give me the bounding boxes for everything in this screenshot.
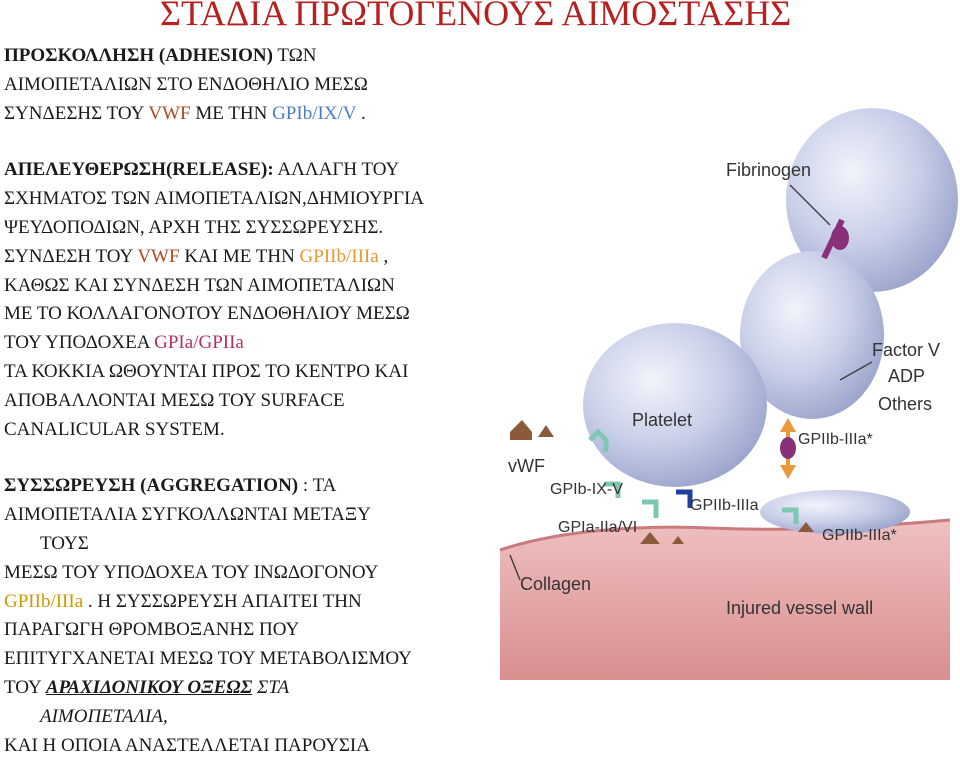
spacer xyxy=(4,128,474,156)
label-gpiib-iiia-star-bottom: GPIIb-IIIa* xyxy=(822,527,897,544)
vessel-wall xyxy=(500,520,950,680)
vwf-term: VWF xyxy=(148,102,191,124)
label-gpiib-iiia: GPIIb-IIIa xyxy=(690,497,759,514)
aggregation-line-9: ΑΙΜΟΠΕΤΑΛΙΑ, xyxy=(40,705,168,727)
release-line-7: ΤΟΥ ΥΠΟΔΟΧΕΑ GPIa/GPIIa xyxy=(4,332,244,354)
gpiib-iiia-term: GPIIb/IIIa xyxy=(299,245,379,267)
label-vwf: vWF xyxy=(508,456,545,476)
aggregation-line-5: GPIIb/IIIa . Η ΣΥΣΣΩΡΕΥΣΗ ΑΠΑΙΤΕΙ ΤΗΝ xyxy=(4,590,362,612)
aggregation-line-6: ΠΑΡΑΓΩΓΗ ΘΡΟΜΒΟΞΑΝΗΣ ΠΟΥ xyxy=(4,619,300,641)
aggregation-line-2: ΑΙΜΟΠΕΤΑΛΙΑ ΣΥΓΚΟΛΛΩΝΤΑΙ ΜΕΤΑΞΥ xyxy=(4,504,371,526)
release-line-8: ΤΑ ΚΟΚΚΙΑ ΩΘΟΥΝΤΑΙ ΠΡΟΣ ΤΟ ΚΕΝΤΡΟ ΚΑΙ xyxy=(4,360,409,382)
label-injured-vessel-wall: Injured vessel wall xyxy=(726,598,874,618)
vwf-marker xyxy=(510,420,532,432)
adhesion-line-3: ΣΥΝΔΕΣΗΣ ΤΟΥ VWF ΜΕ ΤΗΝ GPIb/IX/V . xyxy=(4,102,366,124)
gpib-term: GPIb/IX/V xyxy=(272,102,357,124)
gpiib-iiia-term: GPIIb/IIIa xyxy=(4,590,84,612)
release-line-5: ΚΑΘΩΣ ΚΑΙ ΣΥΝΔΕΣΗ ΤΩΝ ΑΙΜΟΠΕΤΑΛΙΩΝ xyxy=(4,274,395,296)
release-line-3: ΨΕΥΔΟΠΟΔΙΩΝ, ΑΡΧΗ ΤΗΣ ΣΥΣΣΩΡΕΥΣΗΣ. xyxy=(4,216,384,238)
aggregation-line-7: ΕΠΙΤΥΓΧΑΝΕΤΑΙ ΜΕΣΩ ΤΟΥ ΜΕΤΑΒΟΛΙΣΜΟΥ xyxy=(4,648,412,670)
release-line-9: ΑΠΟΒΑΛΛΟΝΤΑΙ ΜΕΣΩ ΤΟΥ SURFACE xyxy=(4,389,345,411)
vwf-term: VWF xyxy=(137,245,180,267)
aggregation-line-1: ΣΥΣΣΩΡΕΥΣΗ (AGGREGATION) : ΤΑ xyxy=(4,475,337,497)
label-adp: ADP xyxy=(888,366,926,386)
fibrinogen-molecule xyxy=(831,226,849,250)
gpia-gpiia-term: GPIa/GPIIa xyxy=(154,332,244,354)
spacer xyxy=(4,444,474,472)
platelet-adhesion-diagram xyxy=(480,80,960,680)
aggregation-line-4: ΜΕΣΩ ΤΟΥ ΥΠΟΔΟΧΕΑ ΤΟΥ ΙΝΩΔΟΓΟΝΟΥ xyxy=(4,561,379,583)
label-factor-v: Factor V xyxy=(872,340,941,360)
label-gpib-ix-v: GPIb-IX-V xyxy=(550,481,623,498)
receptor-blue xyxy=(676,492,690,508)
label-platelet: Platelet xyxy=(632,410,693,430)
vwf-marker-base xyxy=(510,432,532,440)
release-line-2: ΣΧΗΜΑΤΟΣ ΤΩΝ ΑΙΜΟΠΕΤΑΛΙΩΝ,ΔΗΜΙΟΥΡΓΙΑ xyxy=(4,188,425,210)
fibrinogen-molecule-2 xyxy=(780,437,796,459)
adhesion-heading: ΠΡΟΣΚΟΛΛΗΣΗ (ADHESION) xyxy=(4,45,273,66)
platelet-main xyxy=(583,323,767,487)
receptor-green xyxy=(642,502,656,518)
adhesion-line-2: ΑΙΜΟΠΕΤΑΛΙΩΝ ΣΤΟ ΕΝΔΟΘΗΛΙΟ ΜΕΣΩ xyxy=(4,73,368,95)
label-fibrinogen: Fibrinogen xyxy=(726,160,812,180)
aggregation-line-10: ΚΑΙ Η ΟΠΟΙΑ ΑΝΑΣΤΕΛΛΕΤΑΙ ΠΑΡΟΥΣΙΑ xyxy=(4,734,370,756)
arachidonic-acid-term: ΑΡΑΧΙΔΟΝΙΚΟΥ ΟΞΕΩΣ xyxy=(45,676,253,698)
aggregation-line-8: ΤΟΥ ΑΡΑΧΙΔΟΝΙΚΟΥ ΟΞΕΩΣ ΣΤΑ xyxy=(4,676,290,698)
vwf-marker xyxy=(538,425,554,437)
label-collagen: Collagen xyxy=(520,574,592,594)
page-title: ΣΤΑΔΙΑ ΠΡΩΤΟΓΕΝΟΥΣ ΑΙΜΟΣΤΑΣΗΣ xyxy=(160,0,792,33)
label-others: Others xyxy=(878,394,933,414)
aggregation-line-3: ΤΟΥΣ xyxy=(40,532,89,554)
release-line-1: ΑΠΕΛΕΥΘΕΡΩΣΗ(RELEASE): ΑΛΛΑΓΗ ΤΟΥ xyxy=(4,159,400,181)
text-column xyxy=(4,42,474,760)
arrow-head-down xyxy=(780,465,796,479)
arrow-head-up xyxy=(780,418,796,432)
release-heading: ΑΠΕΛΕΥΘΕΡΩΣΗ(RELEASE): xyxy=(4,159,274,181)
aggregation-heading: ΣΥΣΣΩΡΕΥΣΗ (AGGREGATION) xyxy=(4,475,299,497)
label-gpia-iia-vi: GPIa-IIa/VI xyxy=(558,519,638,536)
release-line-4: ΣΥΝΔΕΣΗ ΤΟΥ VWF ΚΑΙ ΜΕ ΤΗΝ GPIIb/IIIa , xyxy=(4,245,389,267)
release-line-6: ΜΕ ΤΟ ΚΟΛΛΑΓΟΝΟΤΟΥ ΕΝΔΟΘΗΛΙΟΥ ΜΕΣΩ xyxy=(4,303,410,325)
label-gpiib-iiia-star-top: GPIIb-IIIa* xyxy=(798,431,873,448)
adhesion-line-1: ΠΡΟΣΚΟΛΛΗΣΗ (ADHESION) ΤΩΝ xyxy=(4,45,317,66)
release-line-10: CANALICULAR SYSTEM. xyxy=(4,418,225,440)
